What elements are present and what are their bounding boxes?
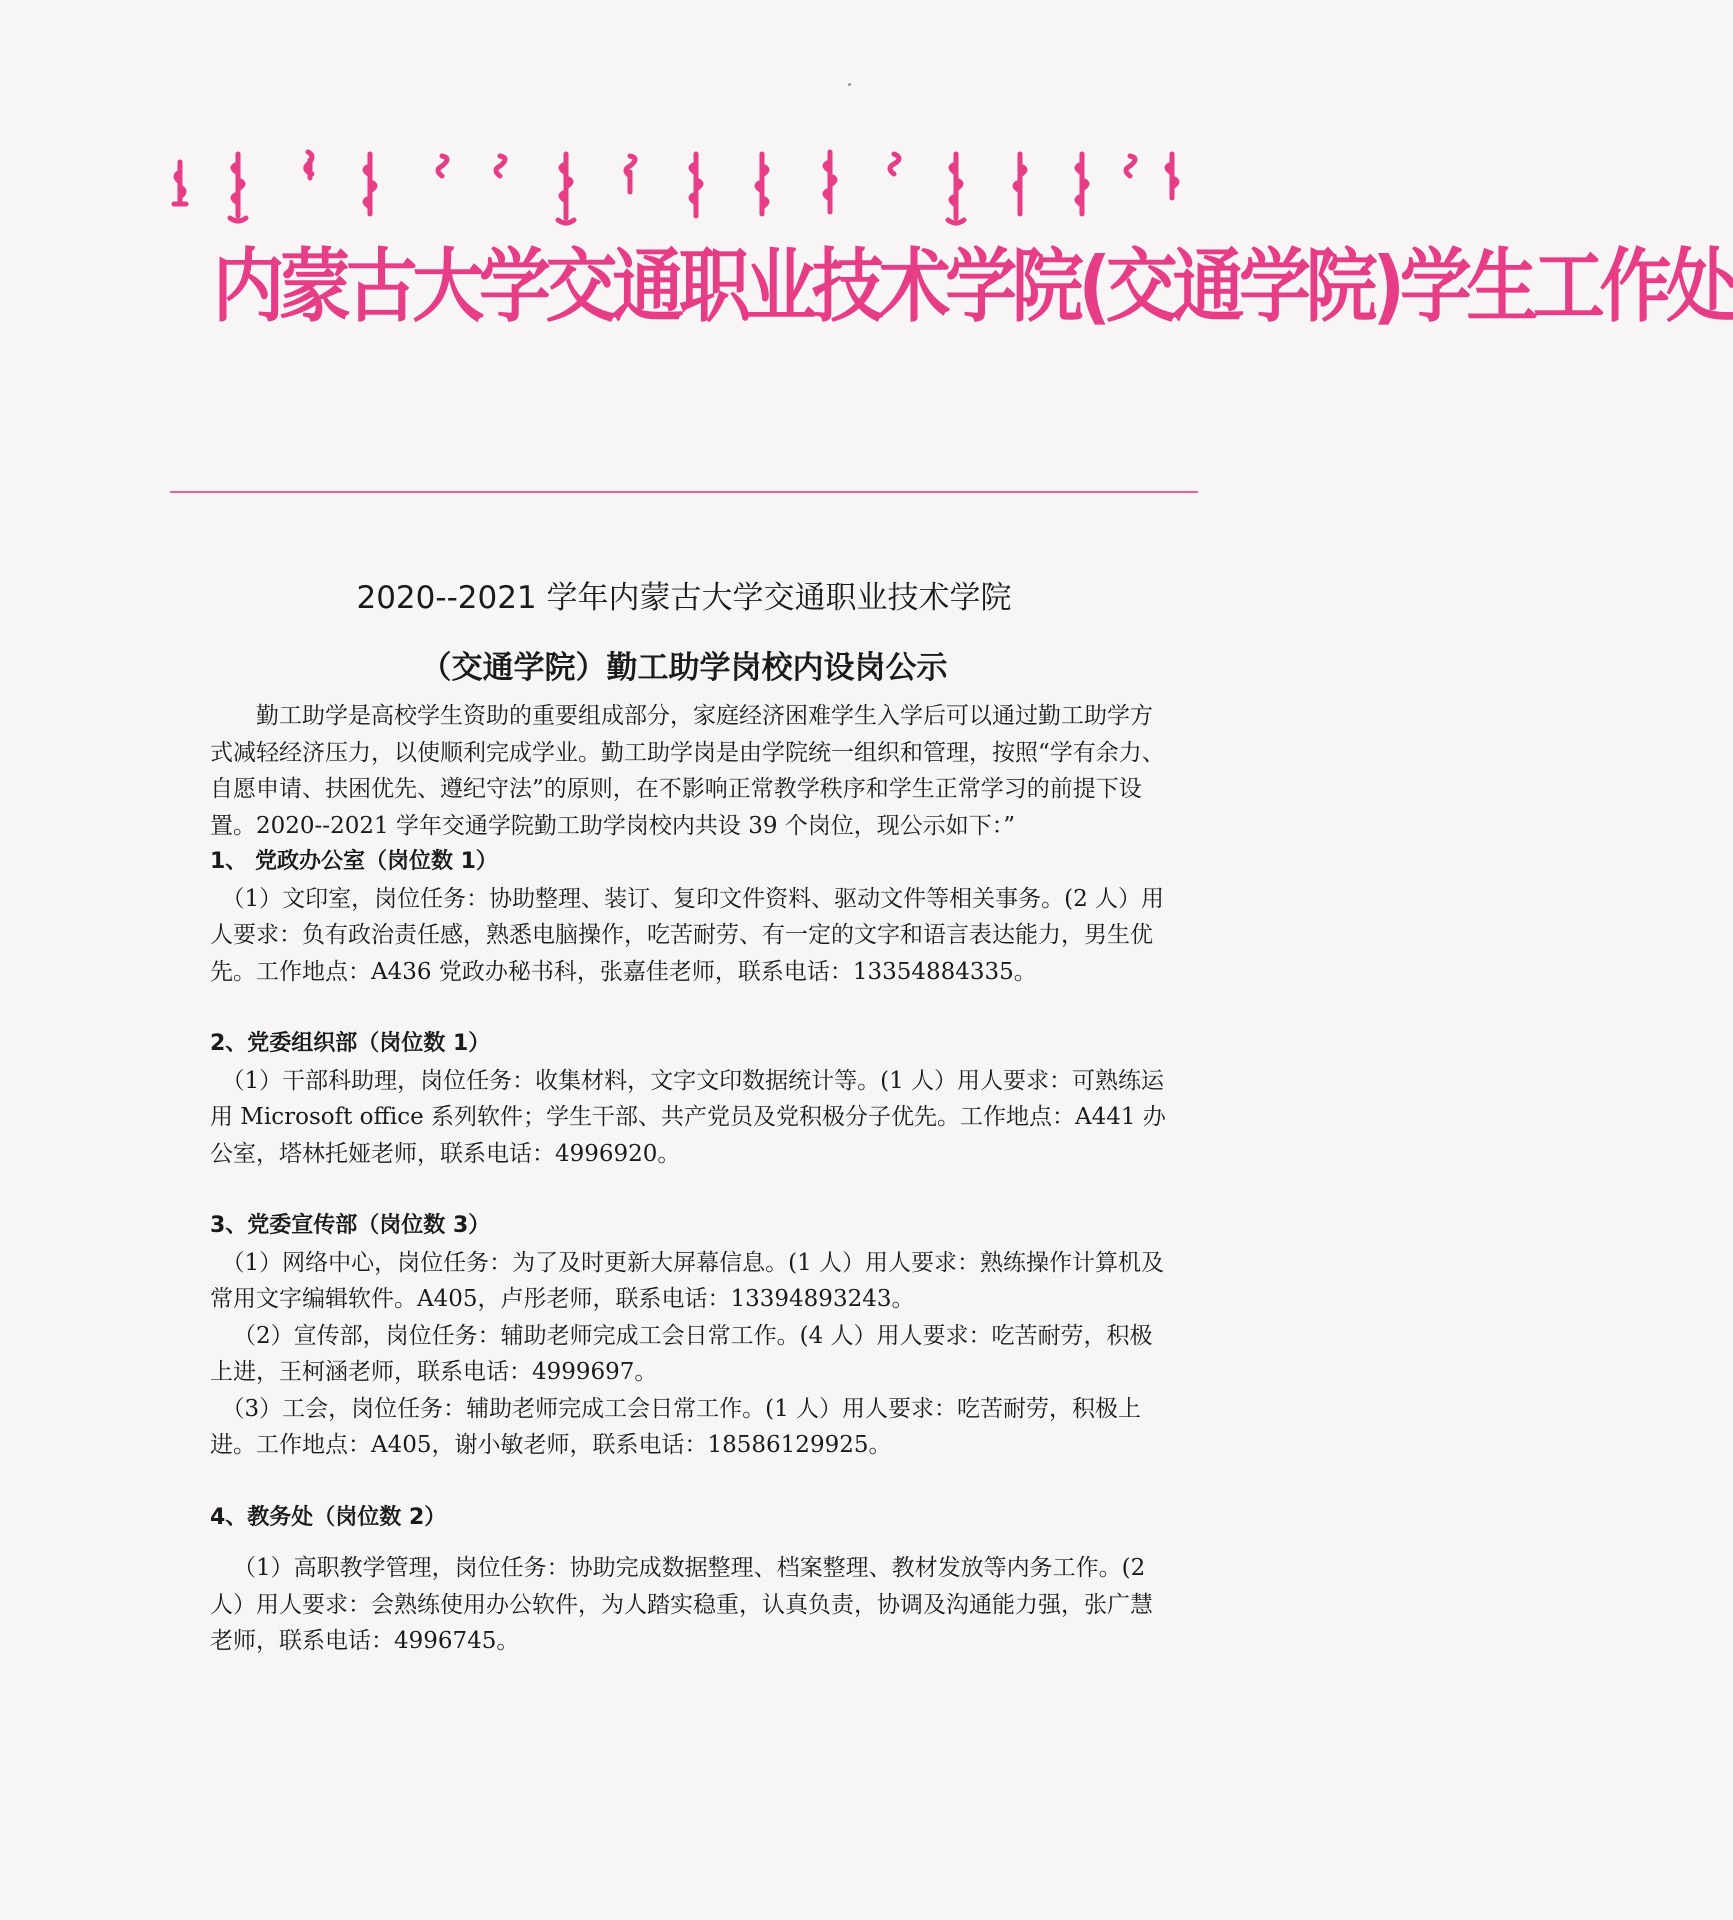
section-academic-affairs [210, 1500, 1170, 1660]
position-item: （3）工会，岗位任务：辅助老师完成工会日常工作。(1 人）用人要求：吃苦耐劳，积极上进。工作地点：A405，谢小敏老师，联系电话：18586129925。 [210, 1395, 1142, 1458]
intro-paragraph: 勤工助学是高校学生资助的重要组成部分，家庭经济困难学生入学后可以通过勤工助学方式减轻经济压力，以使顺利完成学业。勤工助学岗是由学院统一组织和管理，按照“学有余力、自愿申请、扶困优先、遵纪守法”的原则，在不影响正常教学秩序和学生正常学习的前提下设置。2020--2021 学年交通学院勤工助学岗校内共设 39 个岗位，现公示如下：” [210, 703, 1165, 839]
position-item: （1）干部科助理，岗位任务：收集材料，文字文印数据统计等。(1 人）用人要求：可熟练运用 Microsoft office 系列软件；学生干部、共产党员及党积极分子优先。工作地点：A441 办公室，塔林托娅老师，联系电话：4996920。 [210, 1067, 1166, 1167]
position-item: （2）宣传部，岗位任务：辅助老师完成工会日常工作。(4 人）用人要求：吃苦耐劳，积极上进，王柯涵老师，联系电话：4999697。 [210, 1322, 1153, 1385]
section-heading: 1、 党政办公室（岗位数 1） [210, 849, 498, 874]
header-divider [170, 491, 1198, 493]
doc-title-line-2: （交通学院）勤工助学岗校内设岗公示 [420, 650, 948, 686]
position-item: （1）高职教学管理，岗位任务：协助完成数据整理、档案整理、教材发放等内务工作。(2 人）用人要求：会熟练使用办公软件，为人踏实稳重，认真负责，协调及沟通能力强，张广慧老师，联系电话：4996745。 [210, 1555, 1153, 1654]
position-item: （1）文印室，岗位任务：协助整理、装订、复印文件资料、驱动文件等相关事务。(2 人）用人要求：负有政治责任感，熟悉电脑操作，吃苦耐劳、有一定的文字和语言表达能力，男生优先。工作地点：A436 党政办秘书科，张嘉佳老师，联系电话：13354884335。 [210, 885, 1165, 985]
section-heading: 4、教务处（岗位数 2） [210, 1504, 447, 1530]
doc-title-line-1: 2020--2021 学年内蒙古大学交通职业技术学院 [356, 580, 1012, 616]
section-publicity-dept [210, 1208, 1170, 1464]
section-organization-dept [210, 1026, 1170, 1172]
section-heading: 3、党委宣传部（岗位数 3） [210, 1213, 491, 1238]
scan-dot [848, 83, 851, 86]
mongolian-script-logo [170, 142, 1200, 230]
position-item: （1）网络中心，岗位任务：为了及时更新大屏幕信息。(1 人）用人要求：熟练操作计算机及常用文字编辑软件。A405，卢彤老师，联系电话：13394893243。 [210, 1249, 1165, 1312]
section-party-office [210, 844, 1170, 990]
document-body [210, 698, 1170, 1660]
org-name: 内蒙古大学交通职业技术学院(交通学院)学生工作处 [212, 240, 1733, 333]
section-heading: 2、党委组织部（岗位数 1） [210, 1031, 491, 1056]
